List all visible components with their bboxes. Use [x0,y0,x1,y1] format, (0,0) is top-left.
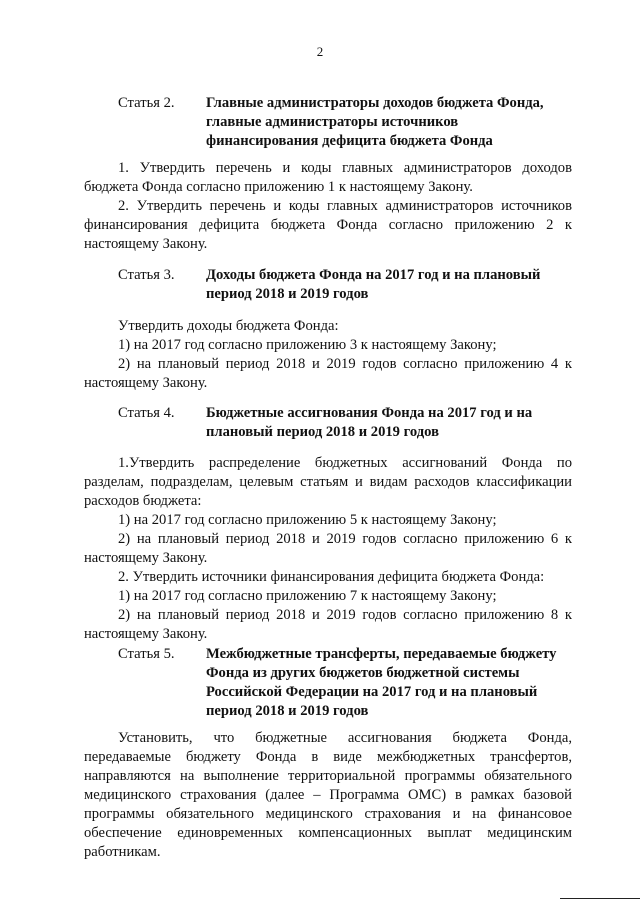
paragraph: Утвердить доходы бюджета Фонда: [118,318,339,334]
paragraph: 2) на плановый период 2018 и 2019 годов согласно приложению 4 к настоящему Закону. [84,356,572,391]
article-title: Главные администраторы доходов бюджета Фонда, главные администраторы источников финансирования дефицита бюджета Фонда [206,95,544,149]
article-4-body [84,454,572,644]
article-5-heading [84,645,572,721]
paragraph: 1) на 2017 год согласно приложению 7 к настоящему Закону; [118,588,497,604]
article-2-heading [84,94,572,151]
article-label: Статья 3. [118,267,175,283]
article-title: Межбюджетные трансферты, передаваемые бюджету Фонда из других бюджетов бюджетной системы Российской Федерации на 2017 год и на плановый период 2018 и 2019 годов [206,646,557,719]
article-title: Доходы бюджета Фонда на 2017 год и на плановый период 2018 и 2019 годов [206,267,541,302]
paragraph: 2) на плановый период 2018 и 2019 годов согласно приложению 8 к настоящему Закону. [84,607,572,642]
article-3-body [84,317,572,393]
paragraph: Установить, что бюджетные ассигнования бюджета Фонда, передаваемые бюджету Фонда в виде межбюджетных трансфертов, направляются на выполнение территориальной программы обязательного медицинского страхования (далее – Программа ОМС) в рамках базовой программы обязательного медицинского страхования и на финансовое обеспечение единовременных компенсационных выплат медицинским работникам. [84,730,572,860]
paragraph: 1) на 2017 год согласно приложению 5 к настоящему Закону; [118,512,497,528]
footer-rule [560,898,640,899]
paragraph: 1.Утвердить распределение бюджетных ассигнований Фонда по разделам, подразделам, целевым статьям и видам расходов классификации расходов бюджета: [84,455,572,509]
article-label: Статья 5. [118,646,175,662]
paragraph: 2. Утвердить перечень и коды главных администраторов источников финансирования дефицита бюджета Фонда согласно приложению 2 к настоящему Закону. [84,198,572,252]
page-number: 2 [316,44,324,59]
paragraph: 1) на 2017 год согласно приложению 3 к настоящему Закону; [118,337,497,353]
article-5-body [84,729,572,862]
paragraph: 2) на плановый период 2018 и 2019 годов согласно приложению 6 к настоящему Закону. [84,531,572,566]
paragraph: 1. Утвердить перечень и коды главных администраторов доходов бюджета Фонда согласно приложению 1 к настоящему Закону. [84,160,572,195]
article-label: Статья 2. [118,95,175,111]
article-label: Статья 4. [118,405,175,421]
article-2-body [84,159,572,254]
article-title: Бюджетные ассигнования Фонда на 2017 год и на плановый период 2018 и 2019 годов [206,405,533,440]
article-4-heading [84,404,572,442]
paragraph: 2. Утвердить источники финансирования дефицита бюджета Фонда: [118,569,545,585]
article-3-heading [84,266,572,304]
